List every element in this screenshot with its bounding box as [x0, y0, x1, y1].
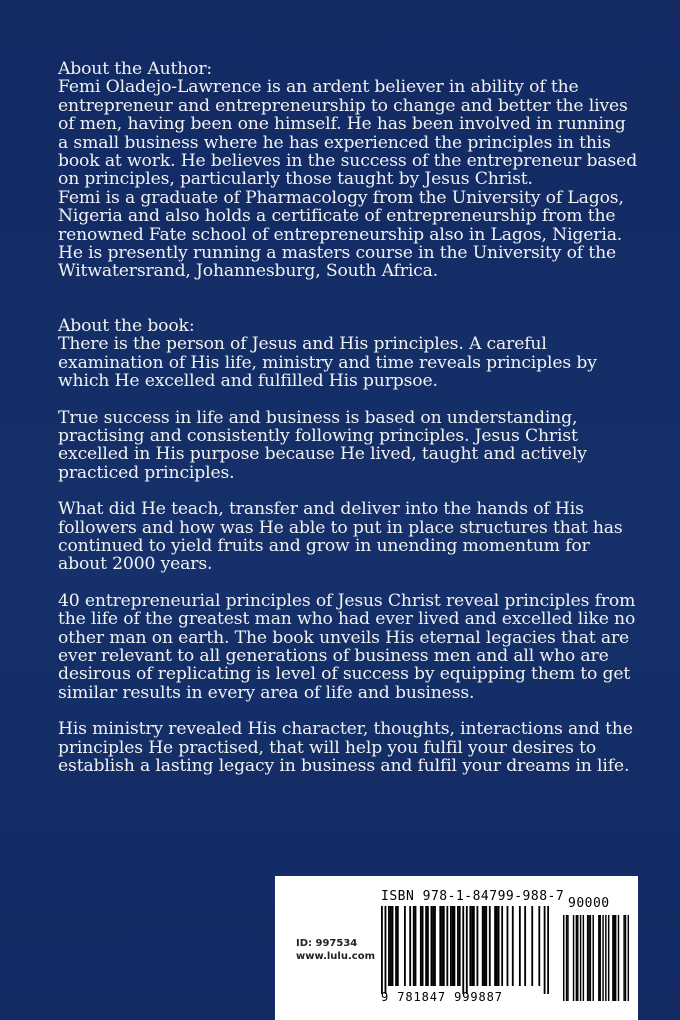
barcode-bar [454, 906, 456, 986]
barcode-bar [415, 906, 417, 986]
about-author-heading: About the Author: [58, 59, 213, 79]
author-bio-paragraph: Femi Oladejo-Lawrence is an ardent believer in ability of the entrepreneur and entrepreneurship to change and better the lives of men, having been one himself. He has been involved in running a small business where he has experienced the principles in this book at work. He believes in the success of the entrepreneur based on principles, particularly those taught by Jesus Christ. [58, 77, 638, 190]
addon-bar [598, 915, 599, 1001]
barcode-bar [466, 906, 468, 994]
book-paragraph: His ministry revealed His character, thoughts, interactions and the principles He practised, that will help you fulfil your desires to establish a lasting legacy in business and fulfil your dreams in life. [58, 719, 633, 776]
addon-bar [605, 915, 606, 1001]
about-book-heading: About the book: [58, 315, 195, 336]
addon-bar [577, 915, 578, 1001]
barcode-bar [482, 906, 484, 986]
addon-bar [623, 915, 624, 1001]
addon-bar [573, 915, 574, 1001]
barcode-bar [450, 906, 452, 986]
addon-bar [592, 915, 593, 1001]
addon-bar [567, 915, 568, 1001]
barcode-bar [446, 906, 448, 986]
barcode-bar [547, 906, 549, 994]
lulu-id-text: ID: 997534 [296, 938, 358, 949]
barcode-bar [524, 906, 526, 986]
about-author-section [58, 60, 640, 281]
barcode-bar [432, 906, 434, 986]
barcode-bar [519, 906, 521, 986]
barcode-bar [512, 906, 514, 986]
barcode-bar [381, 906, 383, 994]
barcode-bar [397, 906, 399, 986]
barcode-bar [484, 906, 486, 986]
barcode-bar [385, 906, 387, 994]
barcode-bar [473, 906, 475, 986]
barcode-bar [462, 906, 464, 994]
addon-bar [587, 915, 588, 1001]
addon-bar [566, 915, 567, 1001]
addon-bar [614, 915, 615, 1001]
barcode-bar [452, 906, 454, 986]
addon-bar [625, 915, 626, 1001]
barcode-bar [392, 906, 394, 986]
lulu-site-text: www.lulu.com [296, 951, 375, 962]
about-book-section [58, 317, 640, 776]
barcode-bar [425, 906, 427, 986]
barcode-bar [422, 906, 424, 986]
barcode-bar [459, 906, 461, 986]
barcode-bar [489, 906, 491, 986]
barcode-bar [457, 906, 459, 986]
blurb-text [58, 60, 640, 775]
addon-bar [576, 915, 577, 1001]
book-paragraph: 40 entrepreneurial principles of Jesus Christ reveal principles from the life of the greatest man who had ever lived and excelled like no other man on earth. The book unveils His eternal legacies that are ever relevant to all generations of business men and all who are desirous of replicating is level of success by equipping them to get similar results in every area of life and business. [58, 590, 636, 703]
author-education-paragraph: Femi is a graduate of Pharmacology from the University of Lagos, Nigeria and also holds a certificate of entrepreneurship from the renowned Fate school of entrepreneurship also in Lagos, Nigeria. He is presently running a masters course in the University of the Witwatersrand, Johannesburg, South Africa. [58, 187, 624, 282]
barcode-bar [469, 906, 471, 986]
addon-bar [608, 915, 609, 1001]
barcode-bar [439, 906, 441, 986]
ean13-barcode [381, 906, 549, 994]
price-code: 90000 [568, 896, 610, 911]
addon-bar [563, 915, 564, 1001]
barcode-bar [413, 906, 415, 986]
barcode-bar [498, 906, 500, 986]
addon-bar [602, 915, 603, 1001]
barcode-bar [404, 906, 406, 986]
addon-bar [618, 915, 619, 1001]
barcode-bar [390, 906, 392, 986]
barcode-panel [275, 876, 638, 1020]
barcode-bar [538, 906, 540, 986]
addon-bar [612, 915, 613, 1001]
ean-digits: 9 781847 999887 [381, 990, 503, 1004]
addon-bar [580, 915, 581, 1001]
barcode-bar [476, 906, 478, 986]
barcode-bar [485, 906, 487, 986]
barcode-bar [544, 906, 546, 994]
barcode-bar [531, 906, 533, 986]
barcode-bar [434, 906, 436, 986]
barcode-bar [443, 906, 445, 986]
price-addon-barcode [563, 915, 629, 1001]
barcode-bar [388, 906, 390, 986]
book-paragraph: What did He teach, transfer and deliver into the hands of His followers and how was He able to put in place structures that has continued to yield fruits and grow in unending momentum for about 2000 years. [58, 499, 623, 575]
addon-bar [628, 915, 629, 1001]
book-paragraph: True success in life and business is based on understanding, practising and consistently following principles. Jesus Christ excelled in His purpose because He lived, taught and actively practiced principles. [58, 407, 587, 483]
barcode-bar [501, 906, 503, 986]
addon-bar [615, 915, 616, 1001]
barcode-bar [471, 906, 473, 986]
addon-bar [590, 915, 591, 1001]
barcode-bar [427, 906, 429, 986]
barcode-bar [496, 906, 498, 986]
barcode-bar [507, 906, 509, 986]
barcode-bar [395, 906, 397, 986]
addon-bar [583, 915, 584, 1001]
barcode-bar [431, 906, 433, 986]
barcode-bar [441, 906, 443, 986]
book-paragraph: There is the person of Jesus and His principles. A careful examination of His life, ministry and time reveals principles by which He excelled and fulfilled His purpsoe. [58, 334, 597, 392]
isbn-label: ISBN 978-1-84799-988-7 [381, 889, 565, 904]
barcode-bar [494, 906, 496, 986]
barcode-bar [420, 906, 422, 986]
lulu-id-label [296, 937, 375, 963]
barcode-bar [409, 906, 411, 986]
addon-bar [588, 915, 589, 1001]
addon-bar [600, 915, 601, 1001]
